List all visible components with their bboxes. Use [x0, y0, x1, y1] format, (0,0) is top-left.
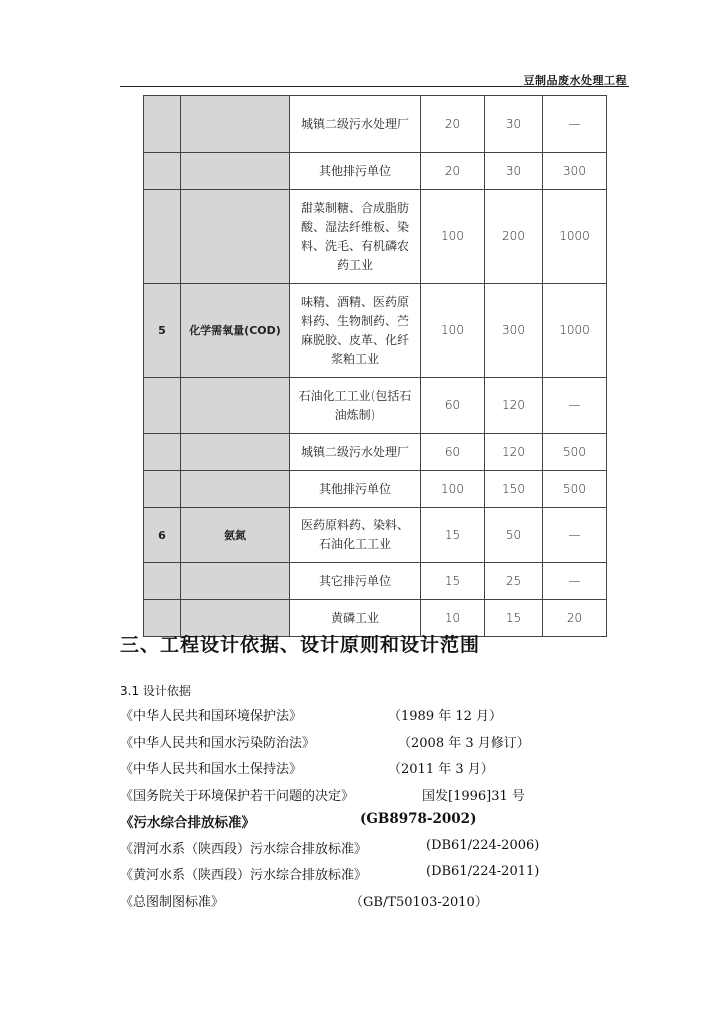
law-title: 《总图制图标准》: [120, 894, 225, 910]
grade-3-value: —: [543, 563, 607, 600]
subsection-heading: 3.1 设计依据: [120, 684, 191, 698]
grade-3-value: 1000: [543, 190, 607, 284]
grade-3-value: —: [543, 96, 607, 153]
grade-3-value: 500: [543, 434, 607, 471]
list-item: [120, 811, 620, 838]
law-reference: 国发[1996]31 号: [422, 788, 525, 804]
list-item: [120, 758, 620, 785]
table-row: [144, 508, 607, 563]
grade-3-value: 20: [543, 600, 607, 637]
grade-2-value: 30: [485, 96, 543, 153]
list-item: [120, 838, 620, 865]
grade-1-value: 10: [421, 600, 485, 637]
law-reference: （2008 年 3 月修订）: [398, 735, 530, 751]
table-row: [144, 563, 607, 600]
law-reference: （GB/T50103-2010）: [350, 894, 488, 910]
header-rule: [120, 86, 629, 87]
law-title: 《中华人民共和国环境保护法》: [120, 709, 303, 724]
law-title: 《中华人民共和国水土保持法》: [120, 762, 303, 777]
row-index: [144, 190, 181, 284]
grade-2-value: 150: [485, 471, 543, 508]
section-heading: 三、工程设计依据、设计原则和设计范围: [120, 634, 481, 656]
grade-3-value: 300: [543, 153, 607, 190]
grade-1-value: 100: [421, 190, 485, 284]
table-row: [144, 153, 607, 190]
law-reference: (DB61/224-2011): [426, 864, 540, 879]
discharge-unit: 其它排污单位: [290, 563, 421, 600]
grade-2-value: 50: [485, 508, 543, 563]
law-reference: (GB8978-2002): [360, 811, 477, 827]
discharge-unit: 其他排污单位: [290, 153, 421, 190]
discharge-unit: 石油化工工业(包括石油炼制): [290, 378, 421, 434]
grade-1-value: 15: [421, 508, 485, 563]
row-index: [144, 378, 181, 434]
list-item: [120, 891, 620, 918]
pollutant-name: [181, 471, 290, 508]
law-reference: （1989 年 12 月）: [388, 709, 503, 724]
list-item: [120, 705, 620, 732]
table-row: [144, 378, 607, 434]
pollutant-name: [181, 378, 290, 434]
grade-3-value: —: [543, 508, 607, 563]
row-index: [144, 471, 181, 508]
table-row: [144, 284, 607, 378]
grade-2-value: 300: [485, 284, 543, 378]
grade-3-value: —: [543, 378, 607, 434]
document-header-title: 豆制品废水处理工程: [523, 74, 627, 87]
pollutant-name: [181, 434, 290, 471]
grade-2-value: 25: [485, 563, 543, 600]
list-item: [120, 732, 620, 759]
grade-3-value: 500: [543, 471, 607, 508]
table-row: [144, 434, 607, 471]
law-title: 《黄河水系（陕西段）污水综合排放标准》: [120, 868, 368, 883]
grade-3-value: 1000: [543, 284, 607, 378]
pollutant-name: [181, 190, 290, 284]
grade-1-value: 60: [421, 378, 485, 434]
row-index: [144, 96, 181, 153]
grade-1-value: 100: [421, 284, 485, 378]
row-index: [144, 434, 181, 471]
grade-2-value: 200: [485, 190, 543, 284]
pollutant-name: [181, 96, 290, 153]
law-reference: (DB61/224-2006): [426, 837, 540, 853]
grade-2-value: 120: [485, 434, 543, 471]
discharge-unit: 医药原料药、染料、石油化工工业: [290, 508, 421, 563]
grade-2-value: 120: [485, 378, 543, 434]
list-item: [120, 864, 620, 891]
design-basis-list: [120, 705, 620, 917]
discharge-unit: 黄磷工业: [290, 600, 421, 637]
discharge-unit: 甜菜制糖、合成脂肪酸、湿法纤维板、染料、洗毛、有机磷农药工业: [290, 190, 421, 284]
discharge-unit: 味精、酒精、医药原料药、生物制药、苎麻脱胶、皮革、化纤浆粕工业: [290, 284, 421, 378]
pollutant-name: [181, 153, 290, 190]
pollutant-name: 化学需氧量(COD): [181, 284, 290, 378]
table-row: [144, 96, 607, 153]
discharge-unit: 其他排污单位: [290, 471, 421, 508]
discharge-unit: 城镇二级污水处理厂: [290, 96, 421, 153]
law-title: 《渭河水系（陕西段）污水综合排放标准》: [120, 841, 368, 857]
grade-1-value: 15: [421, 563, 485, 600]
discharge-standards-table: [143, 95, 607, 637]
row-index: [144, 153, 181, 190]
grade-1-value: 20: [421, 96, 485, 153]
row-index: [144, 563, 181, 600]
row-index: 6: [144, 508, 181, 563]
law-title: 《污水综合排放标准》: [120, 815, 255, 831]
grade-2-value: 15: [485, 600, 543, 637]
law-title: 《中华人民共和国水污染防治法》: [120, 735, 316, 751]
list-item: [120, 785, 620, 812]
pollutant-name: [181, 563, 290, 600]
law-reference: （2011 年 3 月）: [388, 762, 494, 777]
grade-1-value: 100: [421, 471, 485, 508]
pollutant-name: 氨氮: [181, 508, 290, 563]
table-row: [144, 471, 607, 508]
law-title: 《国务院关于环境保护若干问题的决定》: [120, 788, 355, 804]
grade-1-value: 20: [421, 153, 485, 190]
table-row: [144, 190, 607, 284]
grade-2-value: 30: [485, 153, 543, 190]
grade-1-value: 60: [421, 434, 485, 471]
row-index: 5: [144, 284, 181, 378]
discharge-unit: 城镇二级污水处理厂: [290, 434, 421, 471]
